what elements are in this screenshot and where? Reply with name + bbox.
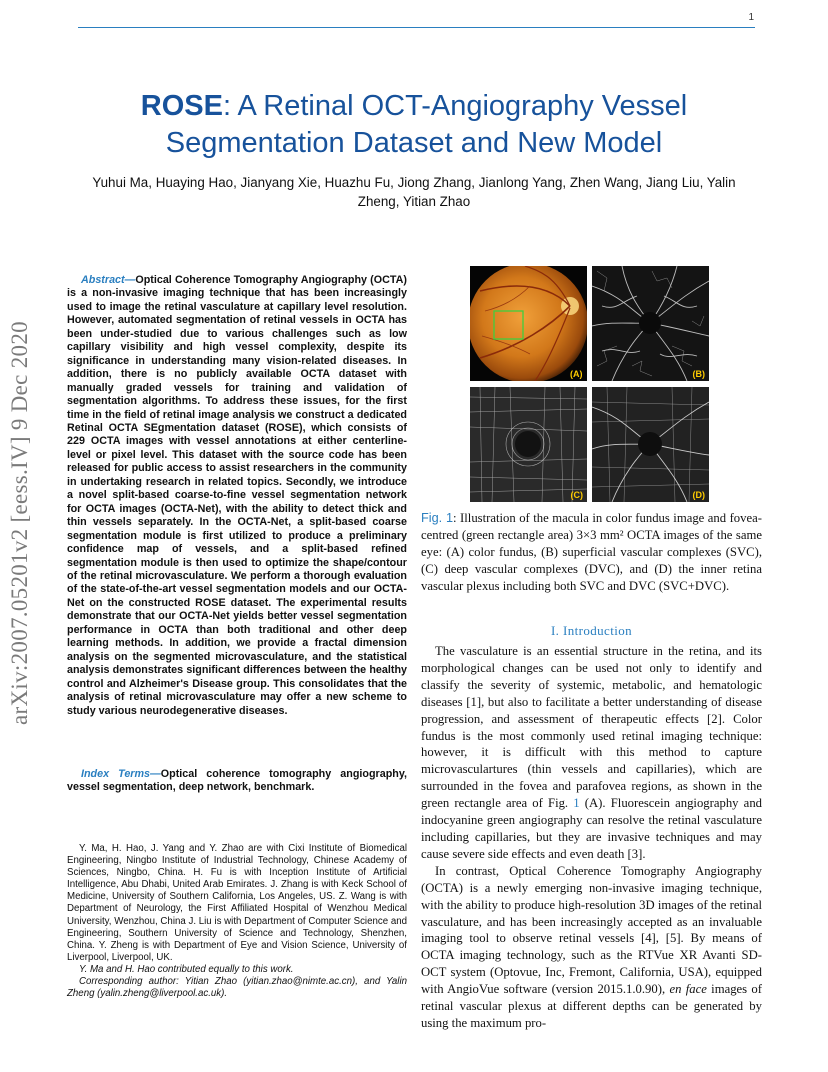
abstract-label: Abstract— [81,274,136,286]
dvc-octa-image [470,387,587,502]
index-terms-text: Optical coherence tomography angiography, vessel segmentation, deep network, benchmark. [67,768,407,794]
intro-paragraph-1 [421,643,762,863]
author-list: Yuhui Ma, Huaying Hao, Jianyang Xie, Huazhu Fu, Jiong Zhang, Jianlong Yang, Zhen Wang, Jiang Liu, Yalin Zheng, Yitian Zhao [92,175,736,209]
figure-reference-link[interactable]: 1 [573,796,580,811]
abstract [67,274,407,718]
intro-p2-italic: en face [669,982,707,997]
svc-octa-image [592,266,709,381]
paper-title [78,88,750,162]
fundus-image-panel [470,266,587,381]
caption-figure-label: Fig. 1 [421,511,454,525]
panel-label-d: (D) [692,490,705,500]
footnote-affiliations: Y. Ma, H. Hao, J. Yang and Y. Zhao are with Cixi Institute of Biomedical Engineering, Ningbo Institute of Industrial Technology, Chinese Academy of Sciences, Ningbo, China. H. Fu is with Inception Institute of Artificial Intelligence, Abu Dhabi, United Arab Emirates. J. Zhang is with Keck School of Medicine, University of Southern California, Los Angeles, US. Z. Wang is with Department of Neurology, the First Affiliated Hospital of Wenzhou Medical University, Wenzhou, China J. Liu is with Department of Computer Science and Engineering, Southern University of Science and Technology, Shenzhen, China. Y. Zheng is with Department of Eye and Vision Science, University of Liverpool, Liverpool, UK. [67,843,407,963]
introduction-body [421,643,762,1032]
index-terms [67,768,407,795]
panel-label-c: (C) [570,490,583,500]
intro-p2-text-a: In contrast, Optical Coherence Tomography Angiography (OCTA) is a newly emerging non-invasive imaging technique, with the ability to produce high-resolution 3D images of the retinal vasculature, and has been increasingly accepted as an invaluable imaging tool to observe retinal vessels [4], [5]. By means of OCTA imaging technology, such as the RTVue XR Avanti SD-OCT system (Optovue, Inc, Fremont, California, USA), equipped with AngioVue software (version 2015.1.0.90), [421,863,762,997]
fundus-image [470,266,587,381]
svc-octa-panel [592,266,709,381]
intro-p2-text-b: images of retinal vascular plexus at different depths can be generated by using the maximum pro- [421,982,762,1030]
panel-label-b: (B) [692,369,705,379]
page-number: 1 [748,12,754,23]
index-terms-label: Index Terms— [81,768,161,780]
panel-label-a: (A) [570,369,583,379]
intro-p1-text-b: (A). Fluorescein angiography and indocyanine green angiography can resolve the retinal vasculature including capillaries, but they are invasive techniques and may cause severe side effects and even death [3]. [421,796,763,861]
arxiv-stamp: arXiv:2007.05201v2 [eess.IV] 9 Dec 2020 [7,321,32,725]
title-rest: : A Retinal OCT-Angiography Vessel Segmentation Dataset and New Model [165,90,688,159]
footnote-equal-contribution: Y. Ma and H. Hao contributed equally to this work. [79,963,294,975]
intro-p1-text-a: The vasculature is an essential structure in the retina, and its morphological changes can be used not only to identify and classify the severity of systemic, metabolic, and hematologic diseases [1], but also to facilitate a better understanding of disease progression, and assessment of therapeutic effects [2]. Color fundus is the most commonly used retinal imaging technique: however, it is difficult with this method to capture microvasculartures (thin vessels and capillaries), which are surrounded in the fovea and parafovea regions, as shown in the green rectangle area of Fig. [421,644,762,811]
header-rule [78,27,755,28]
dvc-octa-panel [470,387,587,502]
title-acronym: ROSE [140,90,223,122]
caption-text: : Illustration of the macula in color fundus image and fovea-centred (green rectangle area) 3×3 mm² OCTA images of the same eye: (A) color fundus, (B) superficial vascular complexes (SVC), (C) deep vascular complexes (DVC), and (D) the inner retina vascular plexus including both SVC and DVC (SVC+DVC). [421,511,762,593]
figure-caption [421,510,762,595]
affiliation-footnote [67,843,407,1000]
section-heading-introduction: I. Introduction [550,623,633,638]
svc-dvc-octa-panel [592,387,709,502]
footnote-corresponding-author: Corresponding author: Yitian Zhao (yitian.zhao@nimte.ac.cn), and Yalin Zheng (yalin.zheng@liverpool.ac.uk). [67,976,407,1000]
abstract-text: Optical Coherence Tomography Angiography (OCTA) is a non-invasive imaging technique that has been increasingly used to image the retinal vasculature at capillary level resolution. However, automated segmentation of retinal vessels in OCTA has been under-studied due to various challenges such as low capillary visibility and high vessel complexity, despite its significance in understanding many vision-related diseases. In addition, there is no publicly available OCTA dataset with manually graded vessels for training and validation of segmentation algorithms. To address these issues, for the first time in the field of retinal image analysis we construct a dedicated Retinal OCTA SEgmentation dataset (ROSE), which consists of 229 OCTA images with vessel annotations at either centerline-level or pixel level. This dataset with the source code has been released for public access to assist researchers in the community in undertaking research in related topics. Secondly, we introduce a novel split-based coarse-to-fine vessel segmentation network for OCTA images (OCTA-Net), with the ability to detect thick and thin vessels separately. In the OCTA-Net, a split-based coarse segmentation module is first utilized to produce a preliminary confidence map of vessels, and a split-based refined segmentation module is then used to optimize the shape/contour of the retinal microvasculature. We perform a thorough evaluation of the state-of-the-art vessel segmentation models and our OCTA-Net on the constructed ROSE dataset. The experimental results demonstrate that our OCTA-Net yields better vessel segmentation performance in OCTA than both traditional and other deep learning methods. In addition, we provide a fractal dimension analysis on the segmented microvasculature, and the statistical analysis demonstrates significant differences between the healthy control and Alzheimer's Disease group. This consolidates that the analysis of retinal microvasculature may offer a new scheme to study various neurodegenerative diseases. [67,274,407,717]
intro-paragraph-2 [421,863,762,1032]
figure-1 [470,266,712,503]
svc-dvc-octa-image [592,387,709,502]
